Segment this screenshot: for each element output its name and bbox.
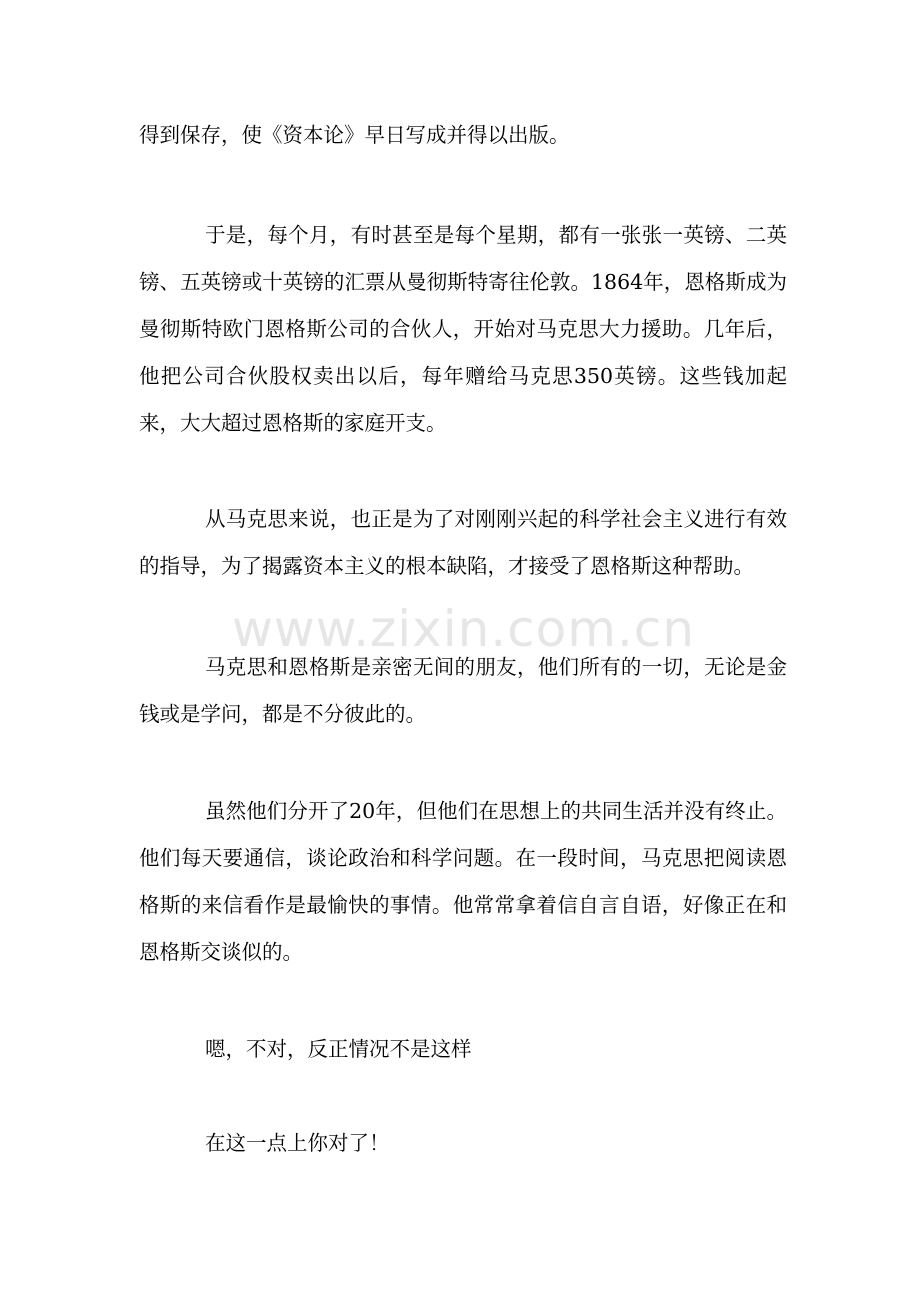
paragraph-6: 嗯，不对，反正情况不是这样 xyxy=(205,1037,472,1061)
paragraph-7: 在这一点上你对了！ xyxy=(205,1131,390,1155)
paragraph-1: 得到保存，使《资本论》早日写成并得以出版。 xyxy=(139,123,570,147)
paragraph-5: 虽然他们分开了20年，但他们在思想上的共同生活并没有终止。他们每天要通信，谈论政治和科学问题。在一段时间，马克思把阅读恩格斯的来信看作是最愉快的事情。他常常拿着信自言自语，好像正在和恩格斯交谈似的。 xyxy=(139,799,787,964)
paragraph-2: 于是，每个月，有时甚至是每个星期，都有一张张一英镑、二英镑、五英镑或十英镑的汇票从曼彻斯特寄往伦敦。1864年，恩格斯成为曼彻斯特欧门恩格斯公司的合伙人，开始对马克思大力援助。几年后，他把公司合伙股权卖出以后，每年赠给马克思350英镑。这些钱加起来，大大超过恩格斯的家庭开支。 xyxy=(139,223,787,435)
paragraph-4: 马克思和恩格斯是亲密无间的朋友，他们所有的一切，无论是金钱或是学问，都是不分彼此的。 xyxy=(139,655,787,726)
paragraph-3: 从马克思来说，也正是为了对刚刚兴起的科学社会主义进行有效的指导，为了揭露资本主义的根本缺陷，才接受了恩格斯这种帮助。 xyxy=(139,507,787,578)
watermark: www.zixin.com.cn xyxy=(232,600,696,658)
